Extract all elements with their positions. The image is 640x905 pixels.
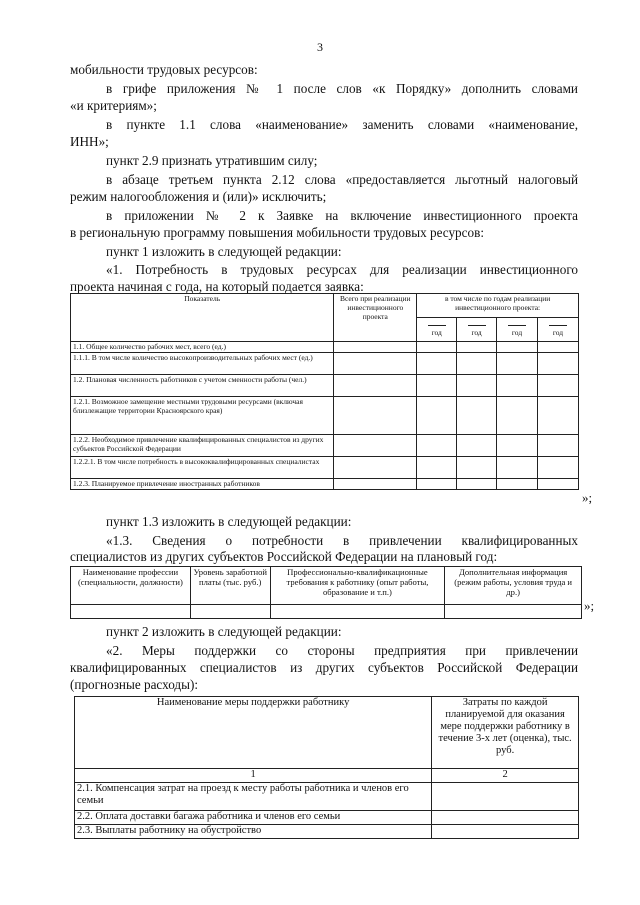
row-label: 1.1. Общее количество рабочих мест, всего (ед.) xyxy=(71,342,334,353)
table-row xyxy=(71,342,579,353)
table-row xyxy=(75,811,579,825)
row-label: 1.2. Плановая численность работников с учетом сменности работы (чел.) xyxy=(71,375,334,397)
paragraph-line: «2. Меры поддержки со стороны предприятия при привлечении xyxy=(106,643,578,658)
labor-needs-table xyxy=(70,293,579,490)
paragraph-line: режим налогообложения и (или)» исключить; xyxy=(70,189,327,204)
year-cell xyxy=(417,318,457,342)
table-row xyxy=(71,375,579,397)
paragraph-line: проекта начиная с года, на который подается заявка: xyxy=(70,279,364,294)
column-number: 1 xyxy=(75,769,432,783)
header-profession: Наименование профессии (специальности, должности) xyxy=(71,567,191,605)
header-additional: Дополнительная информация (режим работы, условия труда и др.) xyxy=(445,567,582,605)
table-row xyxy=(75,783,579,811)
table-row xyxy=(71,397,579,435)
table-row xyxy=(71,479,579,490)
paragraph-line: в пункте 1.1 слова «наименование» заменить словами «наименование, xyxy=(106,117,578,132)
table-row xyxy=(71,435,579,457)
row-label: 1.2.2. Необходимое привлечение квалифицированных специалистов из других субъектов Российской Федерации xyxy=(71,435,334,457)
paragraph-line: пункт 1 изложить в следующей редакции: xyxy=(106,244,342,259)
row-label: 1.2.1. Возможное замещение местными трудовыми ресурсами (включая близлежащие территории Красноярского края) xyxy=(71,397,334,435)
specialists-table xyxy=(70,566,582,619)
paragraph-line: квалифицированных специалистов из других субъектов Российской Федерации xyxy=(70,660,578,675)
closing-quote: »; xyxy=(582,490,593,505)
support-measures-table xyxy=(74,696,579,839)
paragraph-line: специалистов из других субъектов Российской Федерации на плановый год: xyxy=(70,549,498,564)
header-cost: Затраты по каждой планируемой для оказания мере поддержки работнику в течение 3-х лет (оценка), тыс. руб. xyxy=(432,697,579,769)
row-label: 2.1. Компенсация затрат на проезд к месту работы работника и членов его семьи xyxy=(75,783,432,811)
paragraph-line: в приложении № 2 к Заявке на включение инвестиционного проекта xyxy=(106,208,578,223)
paragraph-line: пункт 2.9 признать утратившим силу; xyxy=(106,153,318,168)
paragraph-line: в грифе приложения № 1 после слов «к Порядку» дополнить словами xyxy=(106,81,578,96)
header-measure: Наименование меры поддержки работнику xyxy=(75,697,432,769)
paragraph-line: (прогнозные расходы): xyxy=(70,677,199,692)
year-label: год xyxy=(511,328,523,337)
paragraph-line: в абзаце третьем пункта 2.12 слова «предоставляется льготный налоговый xyxy=(106,172,578,187)
paragraph-line: «1.3. Сведения о потребности в привлечении квалифицированных xyxy=(106,533,578,548)
header-years: в том числе по годам реализации инвестиционного проекта: xyxy=(417,294,579,318)
year-label: год xyxy=(552,328,564,337)
paragraph-line: «и критериям»; xyxy=(70,98,157,113)
column-number: 2 xyxy=(432,769,579,783)
paragraph-line: пункт 1.3 изложить в следующей редакции: xyxy=(106,514,352,529)
year-cell xyxy=(497,318,538,342)
year-label: год xyxy=(471,328,482,337)
header-indicator: Показатель xyxy=(71,294,334,342)
paragraph-line: пункт 2 изложить в следующей редакции: xyxy=(106,624,342,639)
paragraph-line: в региональную программу повышения мобильности трудовых ресурсов: xyxy=(70,225,484,240)
header-total: Всего при реализации инвестиционного проекта xyxy=(334,294,417,342)
row-label: 1.2.2.1. В том числе потребность в высококвалифицированных специалистах xyxy=(71,457,334,479)
paragraph-line: мобильности трудовых ресурсов: xyxy=(70,62,258,77)
header-salary: Уровень заработной платы (тыс. руб.) xyxy=(190,567,270,605)
table-row xyxy=(71,605,582,619)
row-label: 1.2.3. Планируемое привлечение иностранных работников xyxy=(71,479,334,490)
table-row xyxy=(71,457,579,479)
table-row xyxy=(71,353,579,375)
page-number: 3 xyxy=(317,40,323,54)
header-requirements: Профессионально-квалификационные требования к работнику (опыт работы, образование и т.п.) xyxy=(270,567,445,605)
row-label: 2.3. Выплаты работнику на обустройство xyxy=(75,825,432,839)
table-row xyxy=(75,825,579,839)
paragraph-line: ИНН»; xyxy=(70,134,109,149)
paragraph-line: «1. Потребность в трудовых ресурсах для реализации инвестиционного xyxy=(106,262,578,277)
year-cell xyxy=(538,318,579,342)
row-label: 2.2. Оплата доставки багажа работника и членов его семьи xyxy=(75,811,432,825)
closing-quote: »; xyxy=(584,598,595,613)
year-label: год xyxy=(431,328,442,337)
year-cell xyxy=(457,318,497,342)
row-label: 1.1.1. В том числе количество высокопроизводительных рабочих мест (ед.) xyxy=(71,353,334,375)
